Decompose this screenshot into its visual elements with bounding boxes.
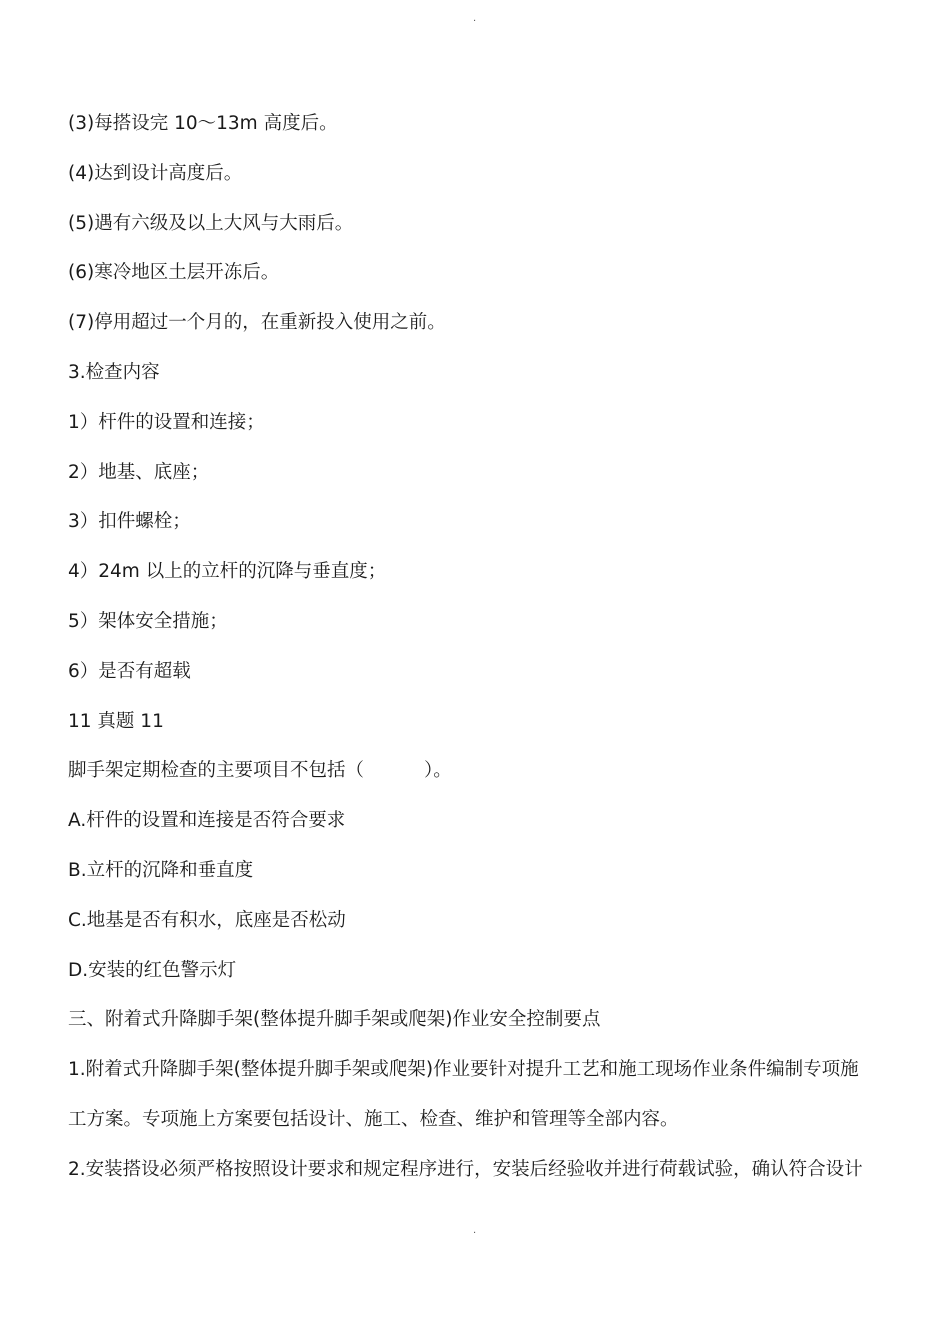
option-b: B.立杆的沉降和垂直度 [68,859,254,881]
list-item: 2）地基、底座； [68,461,210,483]
exam-question-label: 11 真题 11 [68,710,164,732]
list-item: 4）24m 以上的立杆的沉降与垂直度； [68,561,387,583]
list-item: 1）杆件的设置和连接； [68,411,265,433]
paragraph-line: 2.安装搭设必须严格按照设计要求和规定程序进行，安装后经验收并进行荷载试验，确认符合设计 [68,1158,863,1180]
list-item: 3）扣件螺栓； [68,511,191,533]
question-stem-before: 脚手架定期检查的主要项目不包括（ [68,760,365,782]
list-item: 5）架体安全措施； [68,610,228,632]
paragraph-line: 1.附着式升降脚手架(整体提升脚手架或爬架)作业要针对提升工艺和施工现场作业条件编制专项施 [68,1059,859,1081]
question-stem-after: ）。 [424,760,452,782]
document-body [68,108,888,1204]
text-line: (3)每搭设完 10～13m 高度后。 [68,113,338,134]
list-item: 6）是否有超载 [68,660,191,682]
footer-dot: . [473,1225,477,1236]
text-line: (6)寒冷地区土层开冻后。 [68,262,280,284]
text-line: (5)遇有六级及以上大风与大雨后。 [68,212,354,234]
text-line: (7)停用超过一个月的，在重新投入使用之前。 [68,312,446,334]
section-heading: 三、附着式升降脚手架(整体提升脚手架或爬架)作业安全控制要点 [68,1009,601,1031]
option-a: A.杆件的设置和连接是否符合要求 [68,810,346,832]
header-dot: . [473,13,477,24]
paragraph-line: 工方案。专项施上方案要包括设计、施工、检查、维护和管理等全部内容。 [68,1108,679,1130]
question-stem [68,755,888,805]
option-d: D.安装的红色警示灯 [68,959,237,981]
text-line: (4)达到设计高度后。 [68,162,243,184]
subheading-inspection-content: 3.检查内容 [68,361,160,383]
option-c: C.地基是否有积水，底座是否松动 [68,909,346,931]
